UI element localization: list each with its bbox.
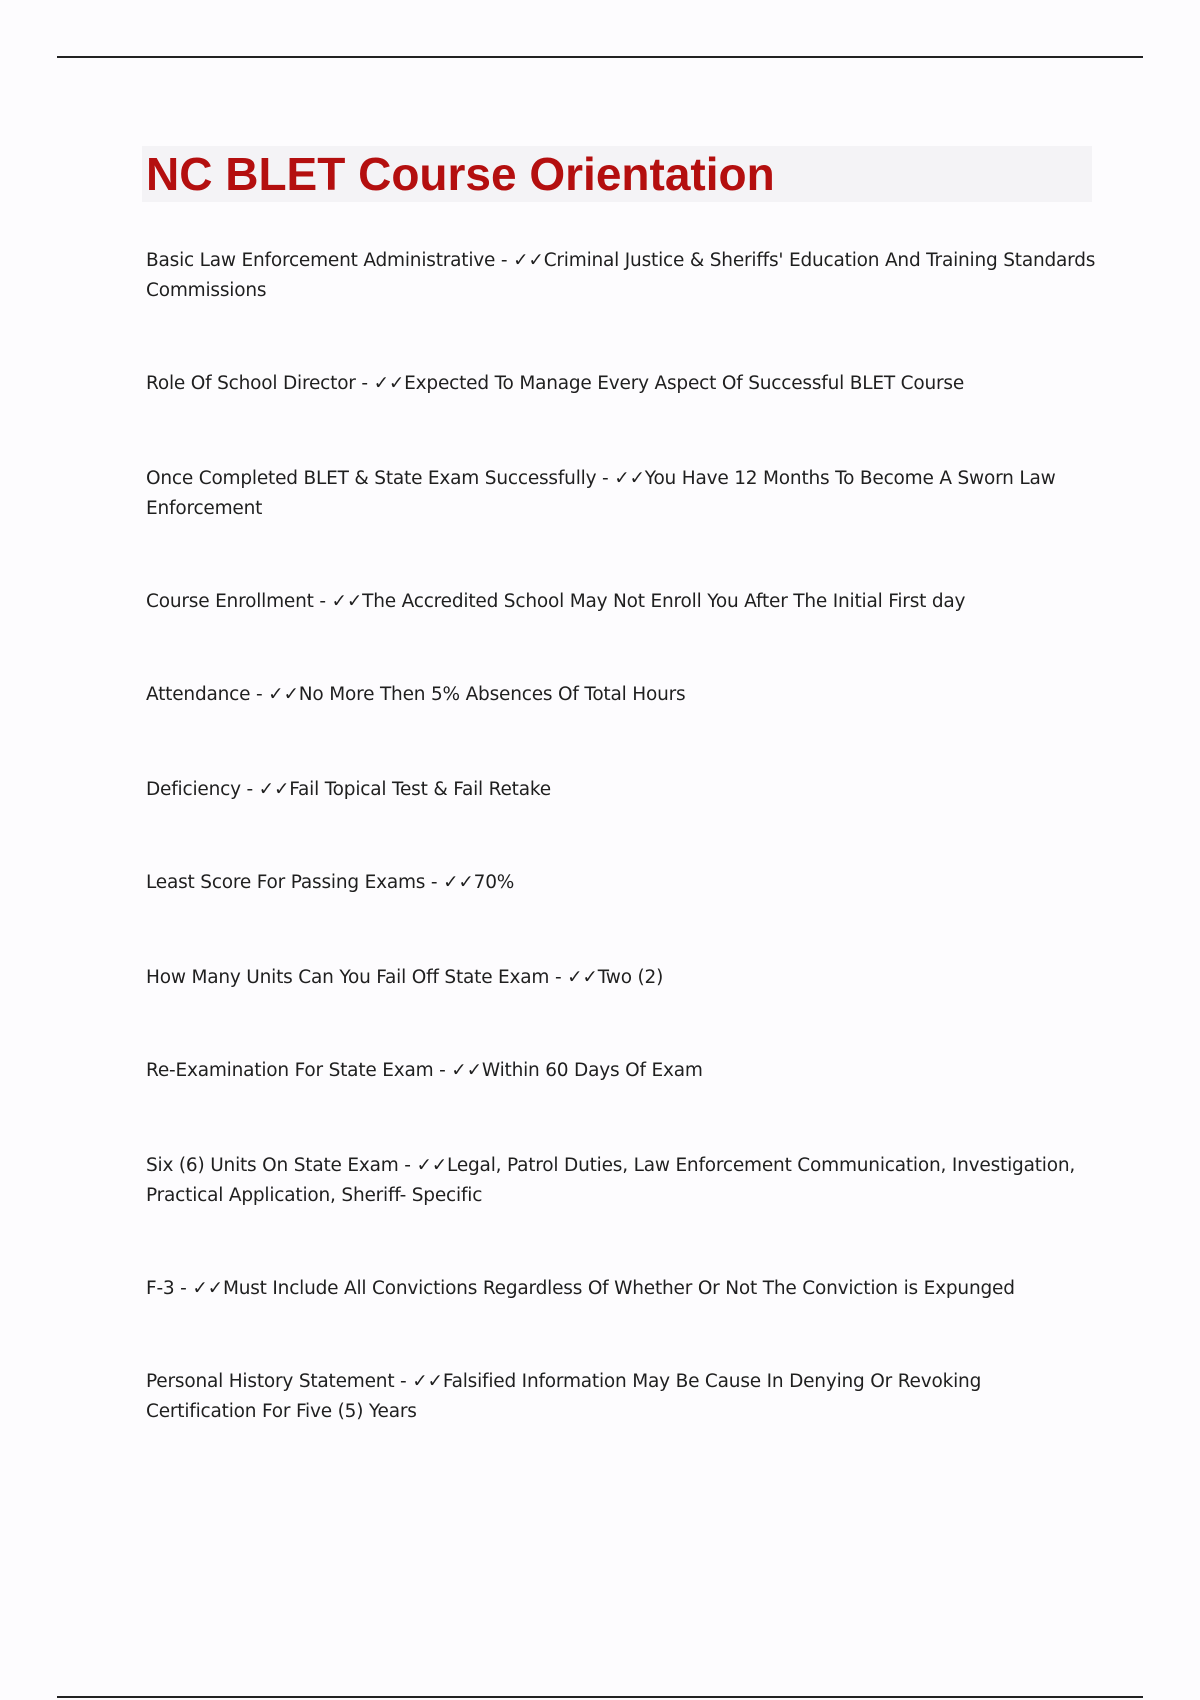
qa-separator: - <box>355 373 374 394</box>
qa-item <box>146 464 1096 524</box>
qa-separator: - <box>240 779 259 800</box>
top-rule <box>57 56 1143 58</box>
qa-item <box>146 775 1096 805</box>
qa-answer: You Have 12 Months To Become A Sworn Law Enforcement <box>146 468 1056 519</box>
double-check-icon: ✓✓ <box>331 591 363 612</box>
double-check-icon: ✓✓ <box>258 779 290 800</box>
qa-term: Once Completed BLET & State Exam Successfully <box>146 468 597 489</box>
qa-answer: Falsified Information May Be Cause In Denying Or Revoking Certification For Five (5) Years <box>146 1371 982 1422</box>
qa-term: Role Of School Director <box>146 373 356 394</box>
double-check-icon: ✓✓ <box>513 250 544 271</box>
qa-term: Deficiency <box>146 779 241 800</box>
qa-separator: - <box>495 250 514 271</box>
qa-item <box>146 587 1096 617</box>
qa-term: Basic Law Enforcement Administrative <box>146 250 496 271</box>
qa-term: F-3 <box>146 1278 175 1299</box>
qa-answer: Must Include All Convictions Regardless Of Whether Or Not The Conviction is Expunged <box>222 1278 1015 1299</box>
double-check-icon: ✓✓ <box>443 872 474 893</box>
qa-separator: - <box>433 1060 452 1081</box>
qa-separator: - <box>596 468 615 489</box>
qa-answer: Criminal Justice & Sheriffs' Education And Training Standards Commissions <box>146 250 1096 301</box>
qa-item <box>146 1151 1096 1211</box>
qa-item <box>146 1274 1096 1304</box>
qa-item <box>146 246 1096 306</box>
double-check-icon: ✓✓ <box>567 967 598 988</box>
qa-item <box>146 680 1096 710</box>
qa-term: Six (6) Units On State Exam <box>146 1155 399 1176</box>
qa-term: Attendance <box>146 684 251 705</box>
qa-answer: 70% <box>473 872 515 893</box>
double-check-icon: ✓✓ <box>416 1155 448 1176</box>
qa-item <box>146 868 1096 898</box>
qa-separator: - <box>174 1278 193 1299</box>
double-check-icon: ✓✓ <box>614 468 645 489</box>
qa-term: Course Enrollment <box>146 591 314 612</box>
double-check-icon: ✓✓ <box>373 373 405 394</box>
double-check-icon: ✓✓ <box>412 1371 443 1392</box>
qa-answer: Within 60 Days Of Exam <box>481 1060 703 1081</box>
qa-answer: Expected To Manage Every Aspect Of Successful BLET Course <box>404 373 965 394</box>
qa-separator: - <box>250 684 269 705</box>
qa-answer: No More Then 5% Absences Of Total Hours <box>298 684 686 705</box>
qa-separator: - <box>313 591 332 612</box>
qa-separator: - <box>425 872 444 893</box>
page-title: NC BLET Course Orientation <box>146 148 775 200</box>
qa-separator: - <box>549 967 568 988</box>
qa-term: How Many Units Can You Fail Off State Exam <box>146 967 550 988</box>
qa-term: Personal History Statement <box>146 1371 395 1392</box>
qa-item <box>146 963 1096 993</box>
qa-separator: - <box>394 1371 413 1392</box>
qa-item <box>146 1367 1096 1427</box>
qa-item <box>146 1056 1096 1086</box>
qa-term: Least Score For Passing Exams <box>146 872 426 893</box>
title-band <box>142 146 1092 202</box>
qa-answer: Two (2) <box>597 967 664 988</box>
qa-answer: Legal, Patrol Duties, Law Enforcement Communication, Investigation, Practical Application, Sheriff- Specific <box>146 1155 1076 1206</box>
qa-answer: The Accredited School May Not Enroll You After The Initial First day <box>362 591 966 612</box>
qa-answer: Fail Topical Test & Fail Retake <box>289 779 551 800</box>
qa-separator: - <box>398 1155 417 1176</box>
double-check-icon: ✓✓ <box>268 684 299 705</box>
qa-item <box>146 369 1096 399</box>
bottom-rule <box>57 1696 1143 1698</box>
double-check-icon: ✓✓ <box>451 1060 482 1081</box>
double-check-icon: ✓✓ <box>192 1278 223 1299</box>
qa-term: Re-Examination For State Exam <box>146 1060 434 1081</box>
